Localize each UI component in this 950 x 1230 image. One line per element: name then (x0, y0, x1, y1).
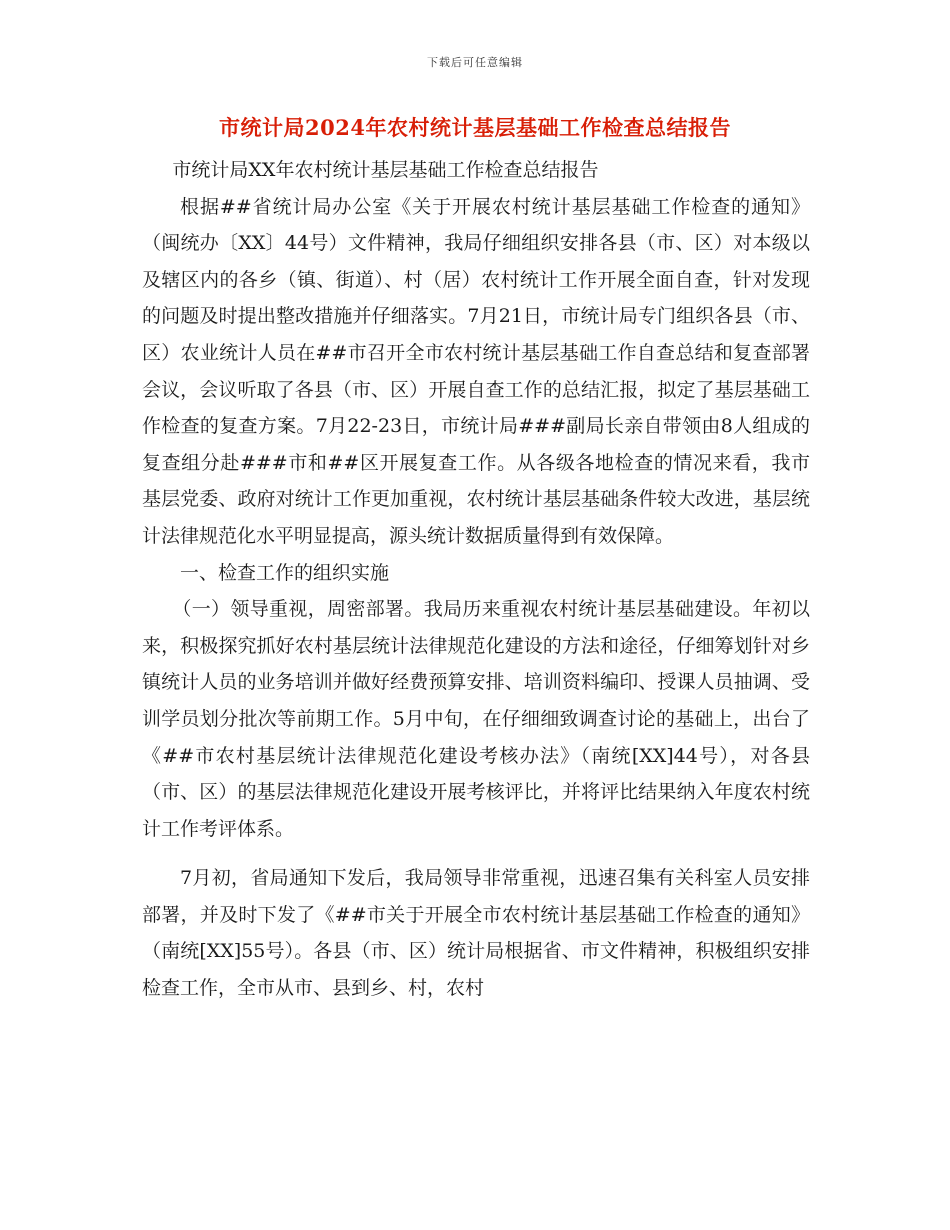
header-note: 下载后可任意编辑 (427, 56, 523, 69)
section-heading: 一、检查工作的组织实施 (180, 561, 390, 584)
document-title: 市统计局2024年农村统计基层基础工作检查总结报告 (219, 115, 731, 140)
body-paragraph: 7月初，省局通知下发后，我局领导非常重视，迅速召集有关科室人员安排部署，并及时下发了《##市关于开展全市农村统计基层基础工作检查的通知》（南统[XX]55号）。各县（市、区）统计局根据省、市文件精神，积极组织安排检查工作，全市从市、县到乡、村，农村 (142, 867, 810, 1000)
intro-paragraph: 根据##省统计局办公室《关于开展农村统计基层基础工作检查的通知》（闽统办〔XX〕44号）文件精神，我局仔细组织安排各县（市、区）对本级以及辖区内的各乡（镇、街道）、村（居）农村统计工作开展全面自查，针对发现的问题及时提出整改措施并仔细落实。7月21日，市统计局专门组织各县（市、区）农业统计人员在##市召开全市农村统计基层基础工作自查总结和复查部署会议，会议听取了各县（市、区）开展自查工作的总结汇报，拟定了基层基础工作检查的复查方案。7月22-23日，市统计局###副局长亲自带领由8人组成的复查组分赴###市和##区开展复查工作。从各级各地检查的情况来看，我市基层党委、政府对统计工作更加重视，农村统计基层基础条件较大改进，基层统计法律规范化水平明显提高，源头统计数据质量得到有效保障。 (142, 195, 810, 547)
subtitle-paragraph: 市统计局XX年农村统计基层基础工作检查总结报告 (172, 159, 599, 181)
subsection-paragraph: （一）领导重视，周密部署。我局历来重视农村统计基层基础建设。年初以来，积极探究抓好农村基层统计法律规范化建设的方法和途径，仔细筹划针对乡镇统计人员的业务培训并做好经费预算安排、培训资料编印、授课人员抽调、受训学员划分批次等前期工作。5月中旬，在仔细细致调查讨论的基础上，出台了《##市农村基层统计法律规范化建设考核办法》（南统[XX]44号），对各县（市、区）的基层法律规范化建设开展考核评比，并将评比结果纳入年度农村统计工作考评体系。 (142, 598, 810, 840)
document-body (142, 152, 810, 1007)
